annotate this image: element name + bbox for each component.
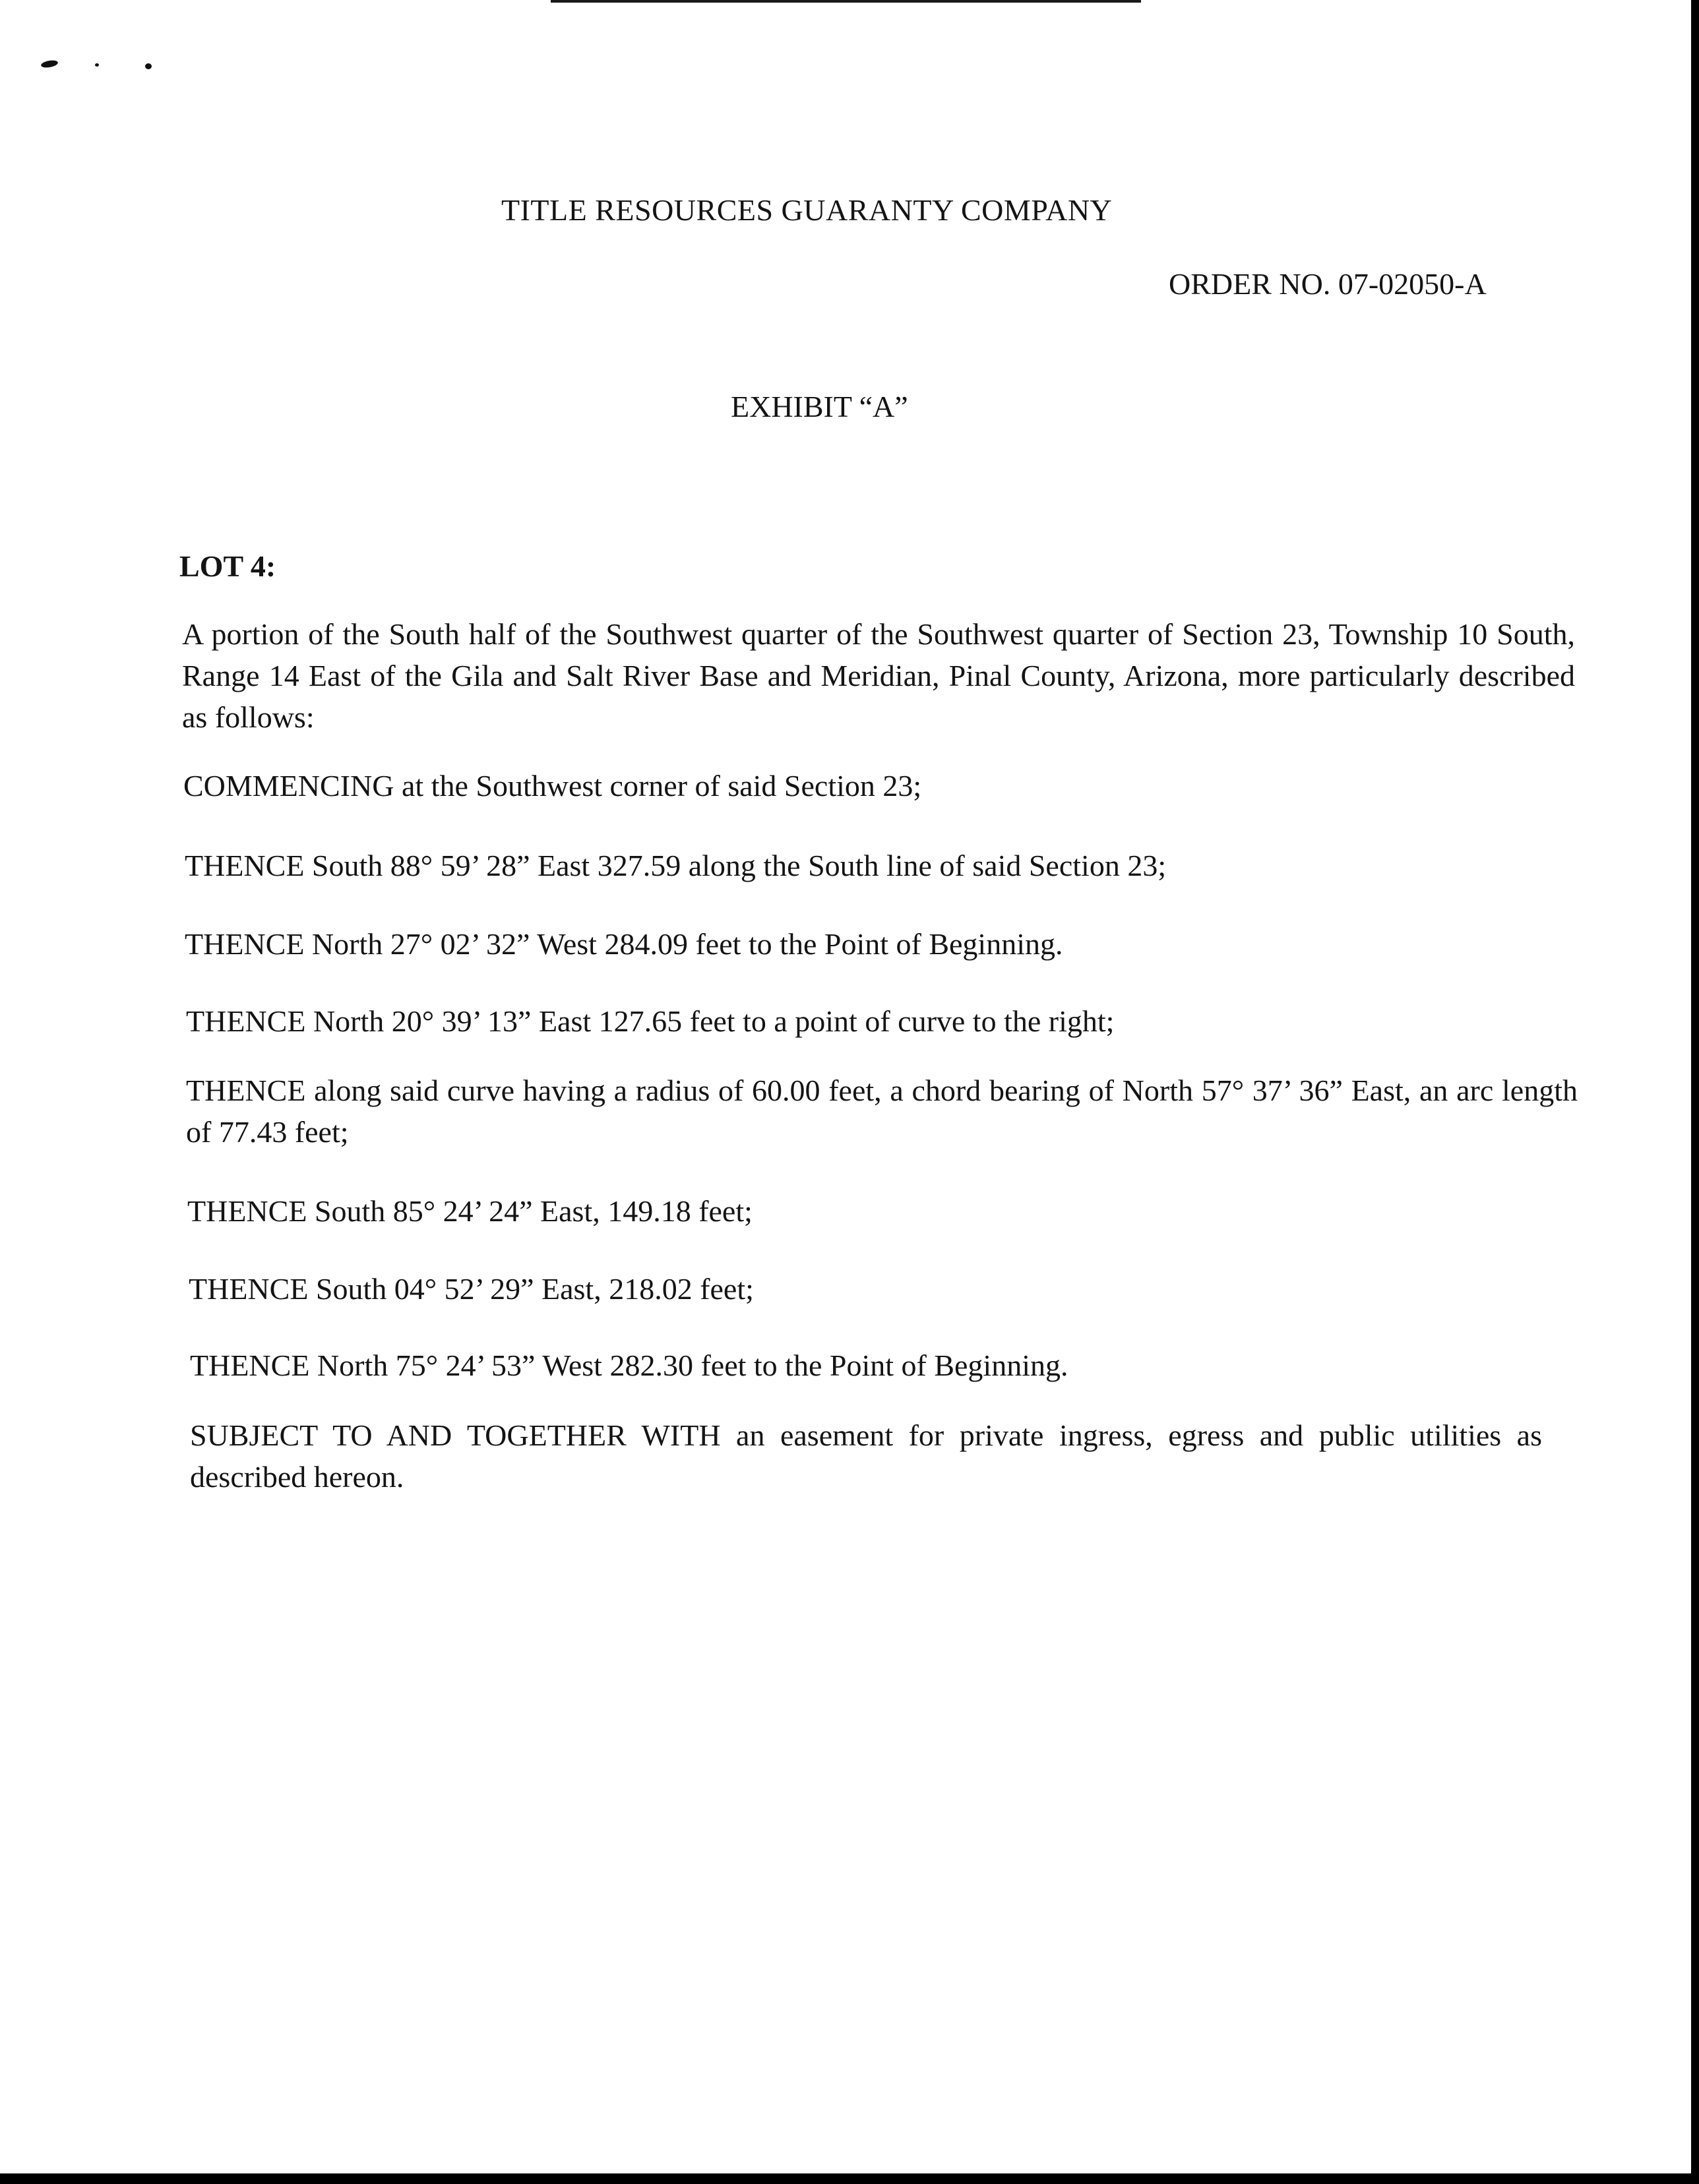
- bearing-call: THENCE South 88° 59’ 28” East 327.59 along the South line of said Section 23;: [185, 849, 1167, 882]
- scan-speck: [40, 59, 58, 69]
- bearing-call: THENCE South 85° 24’ 24” East, 149.18 feet;: [187, 1194, 753, 1228]
- scan-bottom-border: [0, 2173, 1699, 2184]
- bearing-call: THENCE North 27° 02’ 32” West 284.09 feet to the Point of Beginning.: [185, 927, 1063, 961]
- scan-speck: [95, 63, 99, 67]
- bearing-call: THENCE North 75° 24’ 53” West 282.30 feet to the Point of Beginning.: [190, 1349, 1068, 1382]
- exhibit-title: EXHIBIT “A”: [731, 390, 908, 423]
- easement-clause: SUBJECT TO AND TOGETHER WITH an easement for private ingress, egress and public utilities as described hereon.: [190, 1418, 1542, 1494]
- company-name: TITLE RESOURCES GUARANTY COMPANY: [501, 193, 1113, 227]
- commencing-call: COMMENCING at the Southwest corner of said Section 23;: [183, 769, 922, 803]
- curve-call: THENCE along said curve having a radius of 60.00 feet, a chord bearing of North 57° 37’ 36” East, an arc length of 77.43 feet;: [186, 1074, 1578, 1149]
- lot-heading: LOT 4:: [179, 549, 276, 583]
- bearing-call: THENCE North 20° 39’ 13” East 127.65 feet to a point of curve to the right;: [186, 1004, 1115, 1038]
- scan-speck: [145, 63, 152, 69]
- bearing-call: THENCE South 04° 52’ 29” East, 218.02 feet;: [189, 1272, 754, 1306]
- order-number: ORDER NO. 07-02050-A: [1169, 267, 1487, 301]
- scan-top-rule: [551, 0, 1141, 3]
- scan-right-border: [1691, 0, 1699, 2184]
- legal-description-paragraph: A portion of the South half of the Southwest quarter of the Southwest quarter of Section 23, Township 10 South, Range 14 East of the Gila and Salt River Base and Meridian, Pinal County, Arizona, more particularly described as follows:: [182, 617, 1575, 734]
